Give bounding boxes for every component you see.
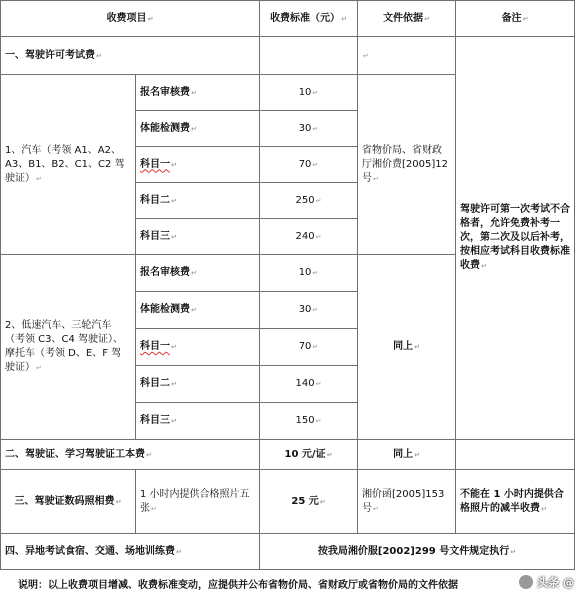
section1-fee xyxy=(260,37,358,75)
section1-row xyxy=(1,37,575,75)
fee-amount: 70↵ xyxy=(260,147,358,183)
group-car-label: 1、汽车（考领 A1、A2、A3、B1、B2、C1、C2 驾驶证）↵ xyxy=(1,75,136,255)
fee-amount: 70↵ xyxy=(260,329,358,366)
section2-basis: 同上↵ xyxy=(358,440,456,470)
fee-item-name: 科目二↵ xyxy=(136,366,260,403)
fee-amount: 10↵ xyxy=(260,255,358,292)
section2-row xyxy=(1,440,575,470)
section4-row xyxy=(1,534,575,570)
watermark-logo xyxy=(518,574,574,590)
section3-row xyxy=(1,470,575,534)
fee-item-name: 报名审核费↵ xyxy=(136,75,260,111)
fee-item-name: 体能检测费↵ xyxy=(136,292,260,329)
fee-item-name: 科目三↵ xyxy=(136,219,260,255)
exam-remark: 驾驶许可第一次考试不合格者，允许免费补考一次，第二次及以后补考，按相应考试科目收费标准收费↵ xyxy=(456,37,575,440)
section2-remark xyxy=(456,440,575,470)
fee-amount: 140↵ xyxy=(260,366,358,403)
section2-fee: 10 元/证↵ xyxy=(260,440,358,470)
section3-basis: 湘价函[2005]153 号↵ xyxy=(358,470,456,534)
section4-basis: 按我局湘价服[2002]299 号文件规定执行↵ xyxy=(260,534,575,570)
fee-amount: 10↵ xyxy=(260,75,358,111)
fee-amount: 30↵ xyxy=(260,292,358,329)
header-remark: 备注↵ xyxy=(456,1,575,37)
section3-remark: 不能在 1 小时内提供合格照片的减半收费↵ xyxy=(456,470,575,534)
watermark-icon xyxy=(518,574,534,590)
section1-basis: ↵ xyxy=(358,37,456,75)
section3-title: 三、驾驶证数码照相费↵ xyxy=(1,470,136,534)
header-row xyxy=(1,1,575,37)
fee-amount: 150↵ xyxy=(260,403,358,440)
fee-amount: 250↵ xyxy=(260,183,358,219)
header-basis: 文件依据↵ xyxy=(358,1,456,37)
fee-item-name: 报名审核费↵ xyxy=(136,255,260,292)
fee-item-name: 科目一↵ xyxy=(136,329,260,366)
watermark-text: 头条 @ xyxy=(537,576,574,589)
section4-title: 四、异地考试食宿、交通、场地训练费↵ xyxy=(1,534,260,570)
fee-item-name: 科目一↵ xyxy=(136,147,260,183)
fee-amount: 30↵ xyxy=(260,111,358,147)
fee-item-name: 科目三↵ xyxy=(136,403,260,440)
group-car-basis: 省物价局、省财政厅湘价费[2005]12 号↵ xyxy=(358,75,456,255)
group-low-label: 2、低速汽车、三轮汽车（考领 C3、C4 驾驶证）、摩托车（考领 D、E、F 驾驶证）↵ xyxy=(1,255,136,440)
section1-title: 一、驾驶许可考试费↵ xyxy=(1,37,260,75)
fee-item-name: 体能检测费↵ xyxy=(136,111,260,147)
header-item: 收费项目↵ xyxy=(1,1,260,37)
fee-item-name: 科目二↵ xyxy=(136,183,260,219)
header-standard: 收费标准（元）↵ xyxy=(260,1,358,37)
section2-title: 二、驾驶证、学习驾驶证工本费↵ xyxy=(1,440,260,470)
section3-desc: 1 小时内提供合格照片五张↵ xyxy=(136,470,260,534)
footnote: 说明：以上收费项目增减、收费标准变动，应提供并公布省物价局、省财政厅或省物价局的文件依据 xyxy=(18,580,458,591)
section3-fee: 25 元↵ xyxy=(260,470,358,534)
group-low-basis: 同上↵ xyxy=(358,255,456,440)
fee-amount: 240↵ xyxy=(260,219,358,255)
